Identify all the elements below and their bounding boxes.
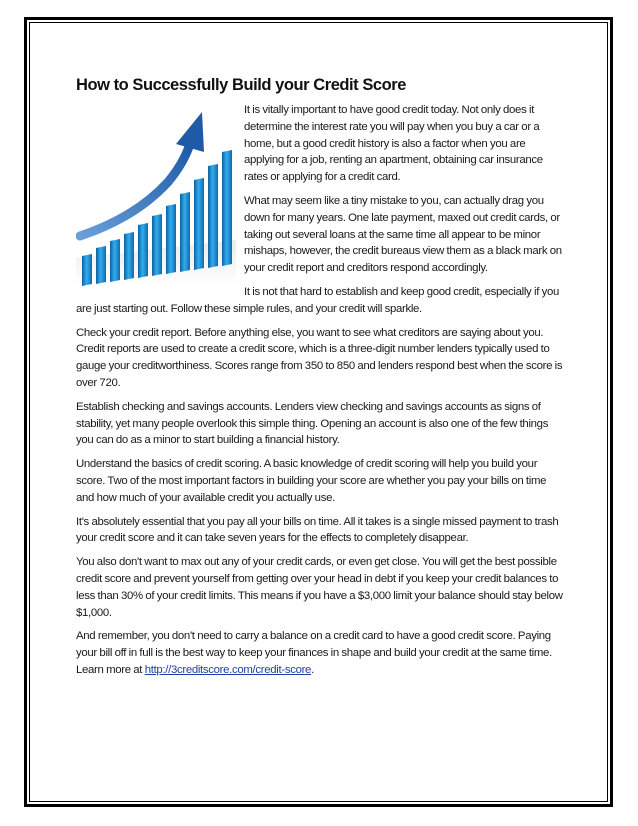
closing-text: And remember, you don't need to carry a balance on a credit card to have a good credit score. Paying your bill off in full is the best way to keep your finances in shape and build your credit at the same time. Learn more at xyxy=(76,630,552,676)
paragraph: Establish checking and savings accounts. Lenders view checking and savings accounts as signs of stability, yet many people overlook this simple thing. Opening an account is also one of the few things you can do as a minor to start building a financial history. xyxy=(76,400,549,447)
closing-paragraph xyxy=(76,628,564,678)
article-title: How to Successfully Build your Credit Score xyxy=(76,76,406,94)
closing-end: . xyxy=(311,663,314,676)
paragraph: It's absolutely essential that you pay all your bills on time. All it takes is a single missed payment to trash your credit score and it can take seven years for the effects to completely disappear. xyxy=(76,515,559,545)
learn-more-link[interactable]: http://3creditscore.com/credit-score xyxy=(144,663,312,676)
paragraph: Check your credit report. Before anything else, you want to see what creditors are saying about you. Credit reports are used to create a credit score, which is a three-digit number lenders typically used to gauge your creditworthiness. Scores range from 350 to 850 and lenders respond best when the score is over 720. xyxy=(76,326,563,389)
article xyxy=(76,74,564,686)
paragraph: You also don't want to max out any of your credit cards, or even get close. You will get the best possible credit score and prevent yourself from getting over your head in debt if you keep your credit balances to less than 30% of your credit limits. This means if you have a $3,000 limit your balance should stay below $1,000. xyxy=(76,556,563,619)
chart-bars xyxy=(82,150,232,286)
paragraph: Understand the basics of credit scoring. A basic knowledge of credit scoring will help you build your score. Two of the most important factors in building your score are whether you pay your bills on time and how much of your available credit you actually use. xyxy=(76,458,547,504)
paragraph: What may seem like a tiny mistake to you, can actually drag you down for many years. One late payment, maxed out credit cards, or taking out several loans at the same time all appear to be minor mishaps, however, the credit bureaus view them as a black mark on your credit report and creditors respond accordingly. xyxy=(244,194,562,275)
paragraph: It is not that hard to establish and keep good credit, especially if you are just starting out. Follow these simple rules, and your credit will sparkle. xyxy=(76,285,559,315)
growth-chart-icon xyxy=(76,108,236,286)
paragraph: It is vitally important to have good credit today. Not only does it determine the interest rate you will pay when you buy a car or a home, but a good credit history is also a factor when you are applying for a job, renting an apartment, obtaining car insurance rates or applying for a credit card. xyxy=(244,104,543,184)
